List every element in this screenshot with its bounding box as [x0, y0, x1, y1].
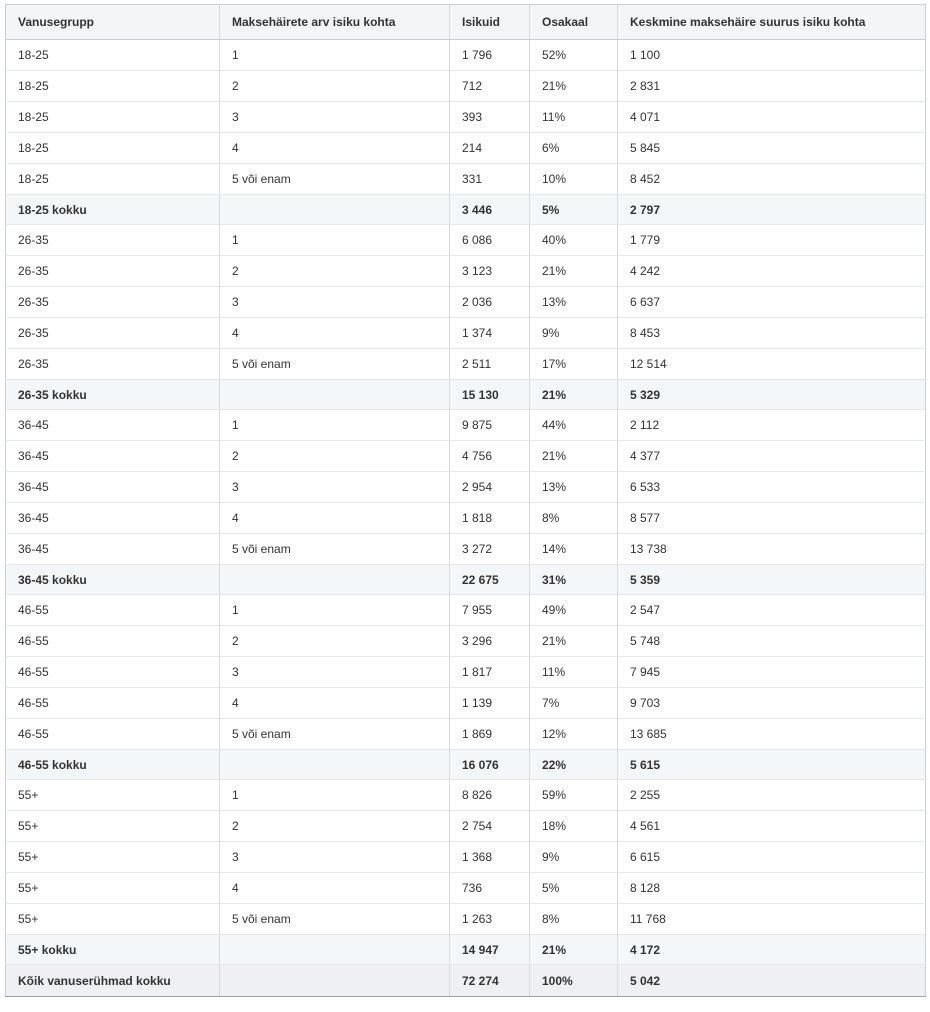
cell-average-size: 4 071 — [618, 102, 926, 133]
cell-average-size: 2 831 — [618, 71, 926, 102]
cell-share: 8% — [530, 904, 618, 935]
cell-defaults-count — [220, 935, 450, 965]
table-row — [6, 410, 926, 441]
cell-share: 21% — [530, 256, 618, 287]
table-row — [6, 133, 926, 164]
header-age-group: Vanusegrupp — [6, 5, 220, 40]
table-row — [6, 719, 926, 750]
cell-defaults-count — [220, 750, 450, 780]
table-header — [6, 5, 926, 40]
cell-persons: 3 272 — [450, 534, 530, 565]
header-row — [6, 5, 926, 40]
cell-defaults-count: 2 — [220, 256, 450, 287]
cell-defaults-count: 2 — [220, 626, 450, 657]
cell-persons: 3 123 — [450, 256, 530, 287]
cell-share: 21% — [530, 441, 618, 472]
table-container — [5, 4, 925, 997]
cell-defaults-count: 5 või enam — [220, 904, 450, 935]
cell-share: 22% — [530, 750, 618, 780]
subtotal-row — [6, 565, 926, 595]
table-row — [6, 102, 926, 133]
cell-average-size: 8 128 — [618, 873, 926, 904]
cell-persons: 6 086 — [450, 225, 530, 256]
cell-average-size: 5 042 — [618, 965, 926, 997]
table-row — [6, 164, 926, 195]
cell-defaults-count: 4 — [220, 133, 450, 164]
cell-defaults-count: 2 — [220, 441, 450, 472]
cell-age-group: 26-35 — [6, 256, 220, 287]
cell-defaults-count: 3 — [220, 657, 450, 688]
table-row — [6, 256, 926, 287]
cell-defaults-count: 2 — [220, 71, 450, 102]
cell-average-size: 2 255 — [618, 780, 926, 811]
cell-age-group: 26-35 — [6, 225, 220, 256]
table-row — [6, 40, 926, 71]
table-row — [6, 472, 926, 503]
cell-age-group: 18-25 — [6, 102, 220, 133]
cell-age-group: 46-55 — [6, 688, 220, 719]
cell-share: 7% — [530, 688, 618, 719]
cell-defaults-count — [220, 195, 450, 225]
cell-age-group: 36-45 — [6, 410, 220, 441]
cell-defaults-count: 5 või enam — [220, 719, 450, 750]
cell-defaults-count: 5 või enam — [220, 534, 450, 565]
cell-share: 18% — [530, 811, 618, 842]
table-row — [6, 811, 926, 842]
cell-share: 31% — [530, 565, 618, 595]
cell-age-group: 46-55 — [6, 719, 220, 750]
cell-defaults-count: 3 — [220, 287, 450, 318]
cell-average-size: 6 533 — [618, 472, 926, 503]
cell-defaults-count: 4 — [220, 318, 450, 349]
cell-persons: 2 036 — [450, 287, 530, 318]
table-row — [6, 626, 926, 657]
cell-age-group: 18-25 — [6, 71, 220, 102]
cell-age-group: 55+ — [6, 842, 220, 873]
cell-share: 21% — [530, 380, 618, 410]
cell-average-size: 5 845 — [618, 133, 926, 164]
cell-share: 10% — [530, 164, 618, 195]
cell-share: 9% — [530, 318, 618, 349]
cell-average-size: 6 637 — [618, 287, 926, 318]
cell-age-group: 26-35 — [6, 349, 220, 380]
cell-age-group: 46-55 — [6, 626, 220, 657]
cell-average-size: 5 329 — [618, 380, 926, 410]
cell-share: 59% — [530, 780, 618, 811]
cell-average-size: 7 945 — [618, 657, 926, 688]
cell-average-size: 4 377 — [618, 441, 926, 472]
cell-persons: 8 826 — [450, 780, 530, 811]
cell-defaults-count — [220, 965, 450, 997]
cell-defaults-count: 1 — [220, 40, 450, 71]
cell-age-group: 36-45 — [6, 534, 220, 565]
cell-share: 11% — [530, 102, 618, 133]
cell-average-size: 13 738 — [618, 534, 926, 565]
cell-age-group: 18-25 kokku — [6, 195, 220, 225]
cell-share: 21% — [530, 935, 618, 965]
header-defaults-per-person: Maksehäirete arv isiku kohta — [220, 5, 450, 40]
data-table — [5, 4, 926, 997]
cell-defaults-count: 4 — [220, 873, 450, 904]
cell-defaults-count: 1 — [220, 225, 450, 256]
table-row — [6, 225, 926, 256]
cell-average-size: 13 685 — [618, 719, 926, 750]
cell-share: 14% — [530, 534, 618, 565]
cell-share: 11% — [530, 657, 618, 688]
cell-persons: 2 511 — [450, 349, 530, 380]
cell-average-size: 4 561 — [618, 811, 926, 842]
cell-age-group: 18-25 — [6, 133, 220, 164]
cell-defaults-count: 3 — [220, 842, 450, 873]
table-row — [6, 780, 926, 811]
cell-age-group: 18-25 — [6, 40, 220, 71]
table-row — [6, 904, 926, 935]
cell-persons: 1 818 — [450, 503, 530, 534]
cell-average-size: 1 100 — [618, 40, 926, 71]
cell-age-group: 18-25 — [6, 164, 220, 195]
cell-age-group: 46-55 — [6, 657, 220, 688]
table-row — [6, 318, 926, 349]
cell-share: 17% — [530, 349, 618, 380]
cell-average-size: 2 797 — [618, 195, 926, 225]
cell-persons: 1 139 — [450, 688, 530, 719]
cell-average-size: 5 748 — [618, 626, 926, 657]
cell-defaults-count: 5 või enam — [220, 349, 450, 380]
cell-share: 13% — [530, 287, 618, 318]
table-row — [6, 842, 926, 873]
cell-age-group: 46-55 kokku — [6, 750, 220, 780]
cell-age-group: 36-45 kokku — [6, 565, 220, 595]
grand-total-row — [6, 965, 926, 997]
cell-persons: 331 — [450, 164, 530, 195]
cell-share: 49% — [530, 595, 618, 626]
cell-average-size: 5 615 — [618, 750, 926, 780]
header-persons: Isikuid — [450, 5, 530, 40]
cell-persons: 14 947 — [450, 935, 530, 965]
cell-persons: 9 875 — [450, 410, 530, 441]
table-row — [6, 441, 926, 472]
cell-share: 21% — [530, 626, 618, 657]
cell-share: 13% — [530, 472, 618, 503]
cell-average-size: 4 172 — [618, 935, 926, 965]
cell-persons: 72 274 — [450, 965, 530, 997]
cell-share: 52% — [530, 40, 618, 71]
cell-average-size: 2 547 — [618, 595, 926, 626]
table-row — [6, 349, 926, 380]
cell-defaults-count: 5 või enam — [220, 164, 450, 195]
cell-persons: 16 076 — [450, 750, 530, 780]
cell-age-group: 55+ — [6, 873, 220, 904]
cell-persons: 2 754 — [450, 811, 530, 842]
cell-share: 5% — [530, 195, 618, 225]
cell-defaults-count: 2 — [220, 811, 450, 842]
cell-age-group: Kõik vanuserühmad kokku — [6, 965, 220, 997]
cell-average-size: 9 703 — [618, 688, 926, 719]
table-row — [6, 534, 926, 565]
cell-persons: 22 675 — [450, 565, 530, 595]
header-share: Osakaal — [530, 5, 618, 40]
cell-age-group: 55+ kokku — [6, 935, 220, 965]
cell-defaults-count: 3 — [220, 102, 450, 133]
cell-average-size: 8 452 — [618, 164, 926, 195]
cell-defaults-count: 4 — [220, 503, 450, 534]
table-body — [6, 40, 926, 997]
cell-share: 5% — [530, 873, 618, 904]
cell-persons: 1 817 — [450, 657, 530, 688]
cell-share: 44% — [530, 410, 618, 441]
table-row — [6, 657, 926, 688]
cell-share: 21% — [530, 71, 618, 102]
cell-defaults-count — [220, 565, 450, 595]
cell-share: 8% — [530, 503, 618, 534]
cell-share: 12% — [530, 719, 618, 750]
cell-persons: 2 954 — [450, 472, 530, 503]
cell-age-group: 55+ — [6, 811, 220, 842]
subtotal-row — [6, 195, 926, 225]
cell-share: 6% — [530, 133, 618, 164]
cell-persons: 1 796 — [450, 40, 530, 71]
cell-average-size: 8 577 — [618, 503, 926, 534]
table-row — [6, 503, 926, 534]
cell-persons: 4 756 — [450, 441, 530, 472]
cell-persons: 1 263 — [450, 904, 530, 935]
cell-defaults-count: 1 — [220, 595, 450, 626]
cell-age-group: 46-55 — [6, 595, 220, 626]
cell-age-group: 55+ — [6, 780, 220, 811]
cell-age-group: 26-35 kokku — [6, 380, 220, 410]
cell-persons: 214 — [450, 133, 530, 164]
cell-age-group: 36-45 — [6, 472, 220, 503]
cell-share: 9% — [530, 842, 618, 873]
cell-age-group: 55+ — [6, 904, 220, 935]
cell-persons: 1 374 — [450, 318, 530, 349]
cell-defaults-count: 1 — [220, 780, 450, 811]
cell-persons: 3 296 — [450, 626, 530, 657]
cell-average-size: 4 242 — [618, 256, 926, 287]
cell-share: 40% — [530, 225, 618, 256]
cell-persons: 712 — [450, 71, 530, 102]
table-row — [6, 873, 926, 904]
cell-age-group: 26-35 — [6, 318, 220, 349]
cell-average-size: 2 112 — [618, 410, 926, 441]
cell-average-size: 6 615 — [618, 842, 926, 873]
cell-persons: 393 — [450, 102, 530, 133]
table-row — [6, 688, 926, 719]
cell-persons: 736 — [450, 873, 530, 904]
cell-defaults-count: 3 — [220, 472, 450, 503]
cell-age-group: 26-35 — [6, 287, 220, 318]
cell-defaults-count: 4 — [220, 688, 450, 719]
cell-share: 100% — [530, 965, 618, 997]
table-row — [6, 287, 926, 318]
subtotal-row — [6, 750, 926, 780]
cell-persons: 1 368 — [450, 842, 530, 873]
cell-persons: 7 955 — [450, 595, 530, 626]
subtotal-row — [6, 380, 926, 410]
table-row — [6, 595, 926, 626]
cell-age-group: 36-45 — [6, 503, 220, 534]
table-row — [6, 71, 926, 102]
cell-average-size: 1 779 — [618, 225, 926, 256]
cell-age-group: 36-45 — [6, 441, 220, 472]
header-average-default-size: Keskmine maksehäire suurus isiku kohta — [618, 5, 926, 40]
subtotal-row — [6, 935, 926, 965]
cell-average-size: 11 768 — [618, 904, 926, 935]
cell-persons: 1 869 — [450, 719, 530, 750]
cell-defaults-count: 1 — [220, 410, 450, 441]
cell-average-size: 5 359 — [618, 565, 926, 595]
cell-defaults-count — [220, 380, 450, 410]
cell-persons: 3 446 — [450, 195, 530, 225]
cell-average-size: 12 514 — [618, 349, 926, 380]
cell-persons: 15 130 — [450, 380, 530, 410]
cell-average-size: 8 453 — [618, 318, 926, 349]
